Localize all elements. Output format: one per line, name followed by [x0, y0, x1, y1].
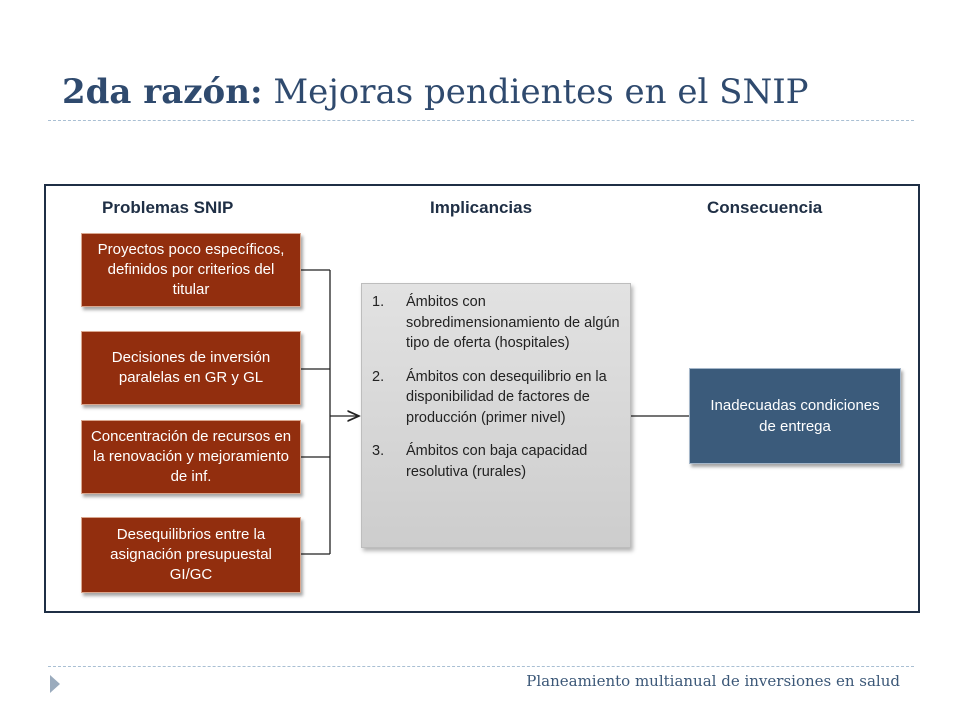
implication-number-1: 1. [372, 294, 385, 310]
implication-number-3: 3. [372, 443, 385, 459]
footer-divider [48, 666, 914, 667]
implication-item-2 [372, 367, 620, 429]
implication-text-3: Ámbitos con baja capacidad resolutiva (rurales) [406, 443, 588, 480]
implications-box [361, 283, 631, 548]
implication-number-2: 2. [372, 368, 385, 385]
problem-text-3: Concentración de recursos en la renovación y mejoramiento de inf. [90, 428, 292, 485]
triangle-bullet-icon [50, 675, 60, 693]
problem-box-1 [81, 233, 301, 307]
title-bold: 2da razón: [62, 72, 263, 112]
problem-box-4 [81, 517, 301, 593]
implication-text-1: Ámbitos con sobredimensionamiento de algún tipo de oferta (hospitales) [406, 294, 620, 351]
problem-text-1: Proyectos poco específicos, definidos por criterios del titular [97, 241, 285, 298]
column-heading-consequence: Consecuencia [707, 198, 823, 217]
column-heading-implications: Implicancias [430, 198, 533, 217]
consequence-text: Inadecuadas condiciones de entrega [710, 397, 880, 435]
implication-item-3 [372, 441, 620, 482]
problem-text-4: Desequilibrios entre la asignación presupuestal GI/GC [110, 526, 272, 583]
column-heading-problems: Problemas SNIP [102, 198, 234, 217]
implication-text-2: Ámbitos con desequilibrio en la disponibilidad de factores de producción (primer nivel) [406, 368, 607, 426]
problem-box-2 [81, 331, 301, 405]
problem-box-3 [81, 420, 301, 494]
consequence-box [689, 368, 901, 464]
implication-item-1 [372, 292, 620, 354]
problem-text-2: Decisiones de inversión paralelas en GR y GL [111, 349, 271, 386]
footer-text: Planeamiento multianual de inversiones en salud [526, 672, 900, 690]
title-rest: Mejoras pendientes en el SNIP [273, 72, 809, 112]
